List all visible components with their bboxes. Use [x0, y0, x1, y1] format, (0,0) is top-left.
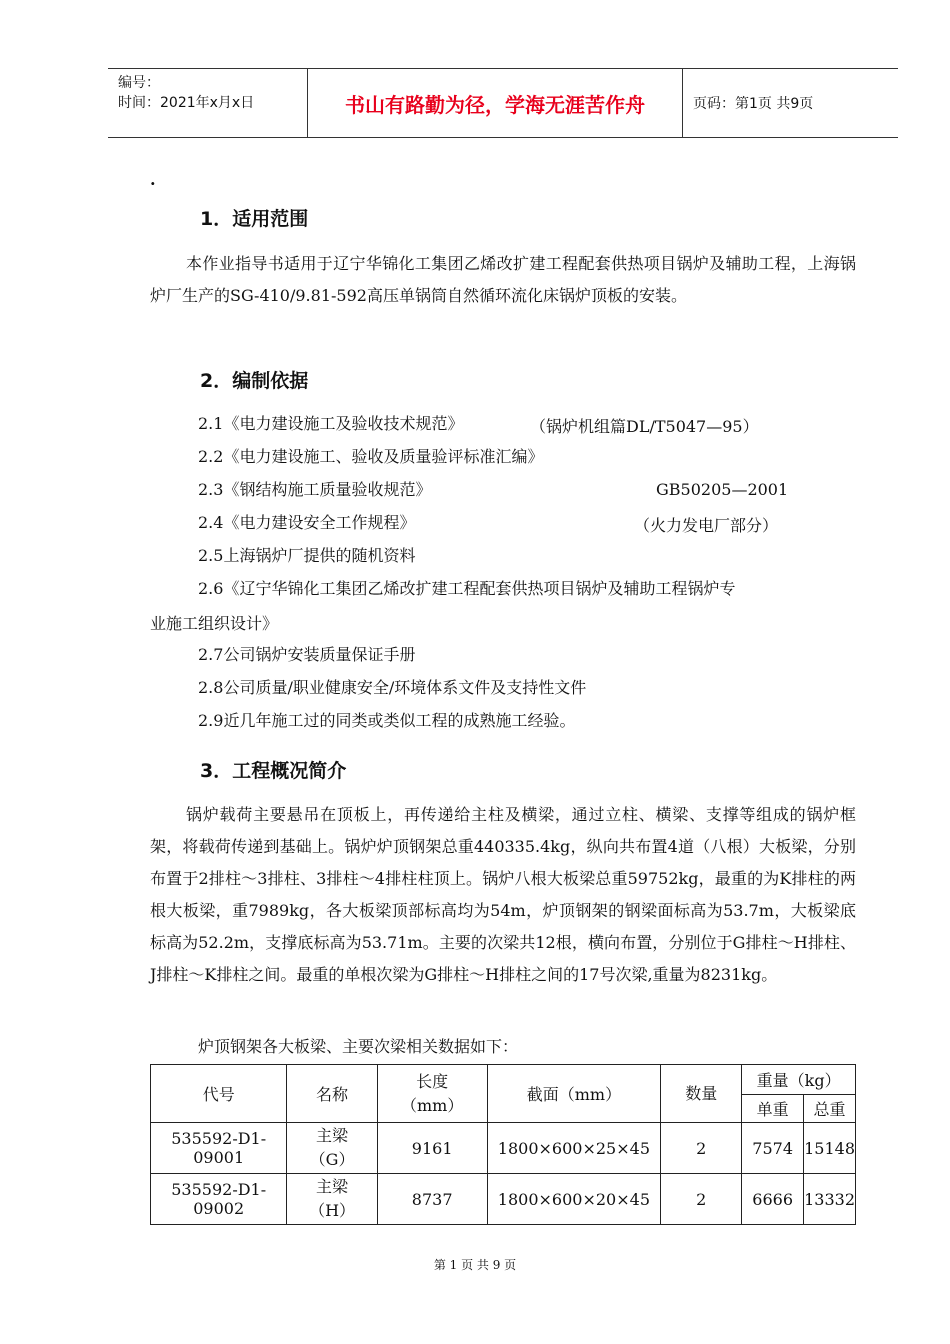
- section2-title: 2．编制依据: [200, 370, 309, 392]
- table-caption: 炉顶钢架各大板梁、主要次梁相关数据如下：: [198, 1037, 519, 1056]
- cell-total-weight: 13332: [804, 1174, 856, 1225]
- th-name: 名称: [287, 1065, 377, 1123]
- th-code: 代号: [151, 1065, 287, 1123]
- th-total-weight: 总重: [804, 1095, 856, 1123]
- section1-title: 1．适用范围: [200, 208, 309, 230]
- table-row: [151, 1174, 856, 1225]
- beam-data-table: [150, 1064, 856, 1225]
- cell-section: 1800×600×20×45: [487, 1174, 661, 1225]
- ref-2-2: 2.2《电力建设施工、验收及质量验评标准汇编》: [198, 447, 544, 466]
- ref-2-1: 2.1《电力建设施工及验收技术规范》: [198, 414, 464, 433]
- cell-length: 8737: [377, 1174, 487, 1225]
- header-page-info: 页码：第1页 共9页: [693, 96, 814, 112]
- time-label: 时间：2021年x月x日: [118, 95, 255, 111]
- section3-title: 3．工程概况简介: [200, 760, 347, 782]
- ref-2-6: 2.6《辽宁华锦化工集团乙烯改扩建工程配套供热项目锅炉及辅助工程锅炉专: [198, 579, 736, 598]
- cell-unit-weight: 7574: [742, 1123, 804, 1174]
- stray-dot: .: [150, 170, 156, 189]
- cell-length: 9161: [377, 1123, 487, 1174]
- cell-name: 主梁（G）: [287, 1123, 377, 1174]
- number-label: 编号：: [118, 75, 160, 91]
- section3-body: 锅炉载荷主要悬吊在顶板上，再传递给主柱及横梁，通过立柱、横梁、支撑等组成的锅炉框架，将载荷传递到基础上。锅炉炉顶钢架总重440335.4kg，纵向共布置4道（八根）大板梁，分别布置于2排柱～3排柱、3排柱～4排柱柱顶上。锅炉八根大板梁总重59752kg，最重的为K排柱的两根大板梁，重7989kg，各大板梁顶部标高均为54m，炉顶钢架的钢梁面标高为53.7m，大板梁底标高为52.2m，支撑底标高为53.71m。主要的次梁共12根，横向布置，分别位于G排柱～H排柱、J排柱～K排柱之间。最重的单根次梁为G排柱～H排柱之间的17号次梁,重量为8231kg。: [150, 805, 856, 984]
- ref-2-9: 2.9近几年施工过的同类或类似工程的成熟施工经验。: [198, 711, 576, 730]
- th-length: 长度（mm）: [377, 1065, 487, 1123]
- header-meta: [108, 69, 308, 137]
- table-row: [151, 1123, 856, 1174]
- cell-qty: 2: [661, 1123, 742, 1174]
- section1-body: 本作业指导书适用于辽宁华锦化工集团乙烯改扩建工程配套供热项目锅炉及辅助工程，上海锅炉厂生产的SG-410/9.81-592高压单锅筒自然循环流化床锅炉顶板的安装。: [150, 254, 856, 305]
- th-weight: 重量（kg）: [742, 1065, 856, 1095]
- ref-2-8: 2.8公司质量/职业健康安全/环境体系文件及支持性文件: [198, 678, 587, 697]
- cell-code: 535592-D1-09002: [151, 1174, 287, 1225]
- th-unit-weight: 单重: [742, 1095, 804, 1123]
- page-footer: 第 1 页 共 9 页: [433, 1258, 517, 1272]
- cell-section: 1800×600×25×45: [487, 1123, 661, 1174]
- ref-2-4-extra: （火力发电厂部分）: [634, 516, 779, 535]
- ref-2-3-extra: GB50205—2001: [656, 480, 789, 499]
- cell-code: 535592-D1-09001: [151, 1123, 287, 1174]
- cell-name: 主梁（H）: [287, 1174, 377, 1225]
- ref-2-6-cont: 业施工组织设计》: [150, 614, 279, 633]
- ref-2-7: 2.7公司锅炉安装质量保证手册: [198, 645, 416, 664]
- cell-total-weight: 15148: [804, 1123, 856, 1174]
- ref-2-4: 2.4《电力建设安全工作规程》: [198, 513, 416, 532]
- cell-qty: 2: [661, 1174, 742, 1225]
- document-header: [108, 68, 898, 138]
- th-qty: 数量: [661, 1065, 742, 1123]
- ref-2-1-extra: （锅炉机组篇DL/T5047—95）: [530, 417, 759, 436]
- ref-2-3: 2.3《钢结构施工质量验收规范》: [198, 480, 432, 499]
- header-motto: 书山有路勤为径，学海无涯苦作舟: [308, 69, 683, 137]
- table-header-row: [151, 1065, 856, 1095]
- cell-unit-weight: 6666: [742, 1174, 804, 1225]
- ref-2-5: 2.5上海锅炉厂提供的随机资料: [198, 546, 416, 565]
- th-section: 截面（mm）: [487, 1065, 661, 1123]
